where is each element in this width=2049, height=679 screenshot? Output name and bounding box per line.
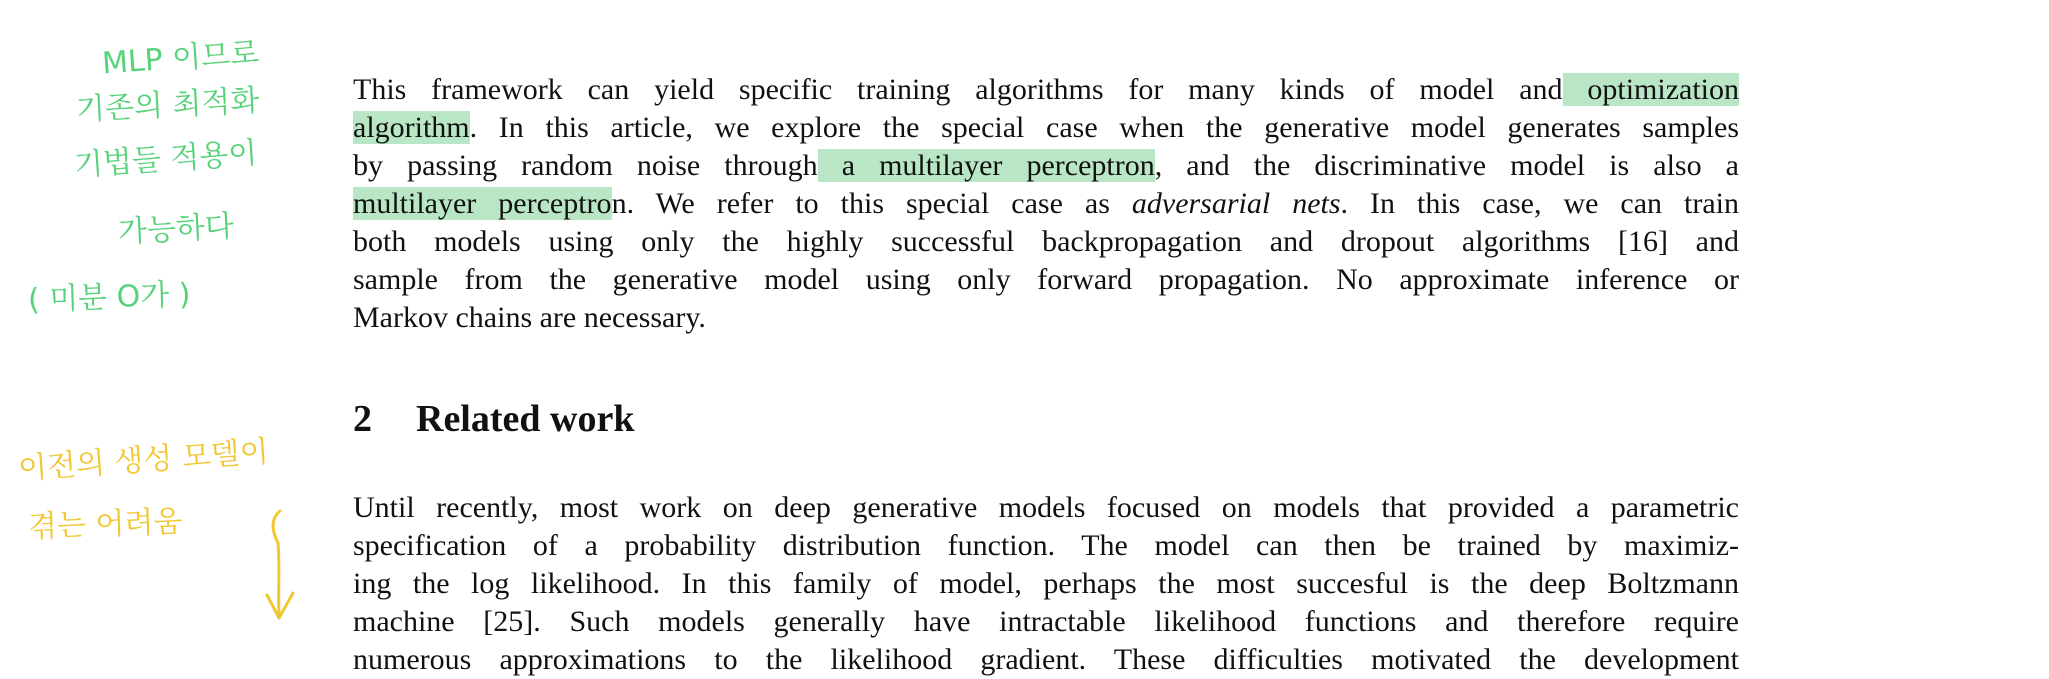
margin-note-mlp-line-2: 기존의 최적화 [75, 83, 261, 128]
highlighted-text: multilayer perceptro [353, 187, 612, 220]
paragraph-related-work [353, 489, 1739, 679]
text-segment: . In this case, we can train [1340, 187, 1740, 220]
paragraph-1-line-7: Markov chains are necessary. [353, 301, 706, 334]
paragraph-1-line-5: both models using only the highly successful backpropagation and dropout algorithms [16] and [353, 225, 1739, 258]
down-arrow-icon [260, 505, 300, 625]
section-heading [353, 398, 634, 440]
paragraph-1-line-4 [353, 185, 1739, 223]
highlighted-text: optimization [1562, 73, 1739, 106]
paragraph-2-line-1: Until recently, most work on deep generative models focused on models that provided a parametric [353, 491, 1739, 524]
section-number: 2 [353, 398, 372, 440]
margin-note-mlp-line-4: 가능하다 [117, 208, 235, 251]
paragraph-2-line-2: specification of a probability distribution function. The model can then be trained by maximiz- [353, 529, 1739, 562]
italic-term: adversarial nets [1131, 187, 1341, 220]
text-segment: by passing random noise through [353, 149, 818, 182]
paragraph-1-line-6: sample from the generative model using only forward propagation. No approximate inference or [353, 263, 1739, 296]
highlighted-text: a multilayer perceptron [817, 149, 1155, 182]
paragraph-2-line-4: machine [25]. Such models generally have intractable likelihood functions and therefore require [353, 605, 1739, 638]
text-segment: , and the discriminative model is also a [1154, 149, 1739, 182]
margin-note-mlp-line-1: MLP 이므로 [100, 35, 261, 82]
paragraph-1-line-2 [353, 109, 1739, 147]
paragraph-1-line-3 [353, 147, 1739, 185]
paragraph-2-line-3: ing the log likelihood. In this family of model, perhaps the most succesful is the deep Boltzmann [353, 567, 1739, 600]
margin-note-related-line-1: 이전의 생성 모델이 [17, 434, 270, 487]
paragraph-1-line-1 [353, 71, 1739, 109]
margin-note-related-line-2: 겪는 어려움 [27, 504, 183, 545]
text-segment: . In this article, we explore the special case when the generative model generates samples [469, 111, 1739, 144]
highlighted-text: algorithm [353, 111, 470, 144]
section-title: Related work [416, 398, 635, 440]
margin-note-mlp-line-5: ( 미분 O가 ) [27, 277, 192, 318]
paragraph-2-line-5: numerous approximations to the likelihood gradient. These difficulties motivated the development [353, 643, 1739, 676]
text-segment: This framework can yield specific training algorithms for many kinds of model and [353, 73, 1563, 106]
text-segment: n. We refer to this special case as [611, 187, 1132, 220]
paragraph-framework [353, 71, 1739, 337]
margin-note-mlp-line-3: 기법들 적용이 [72, 135, 259, 184]
